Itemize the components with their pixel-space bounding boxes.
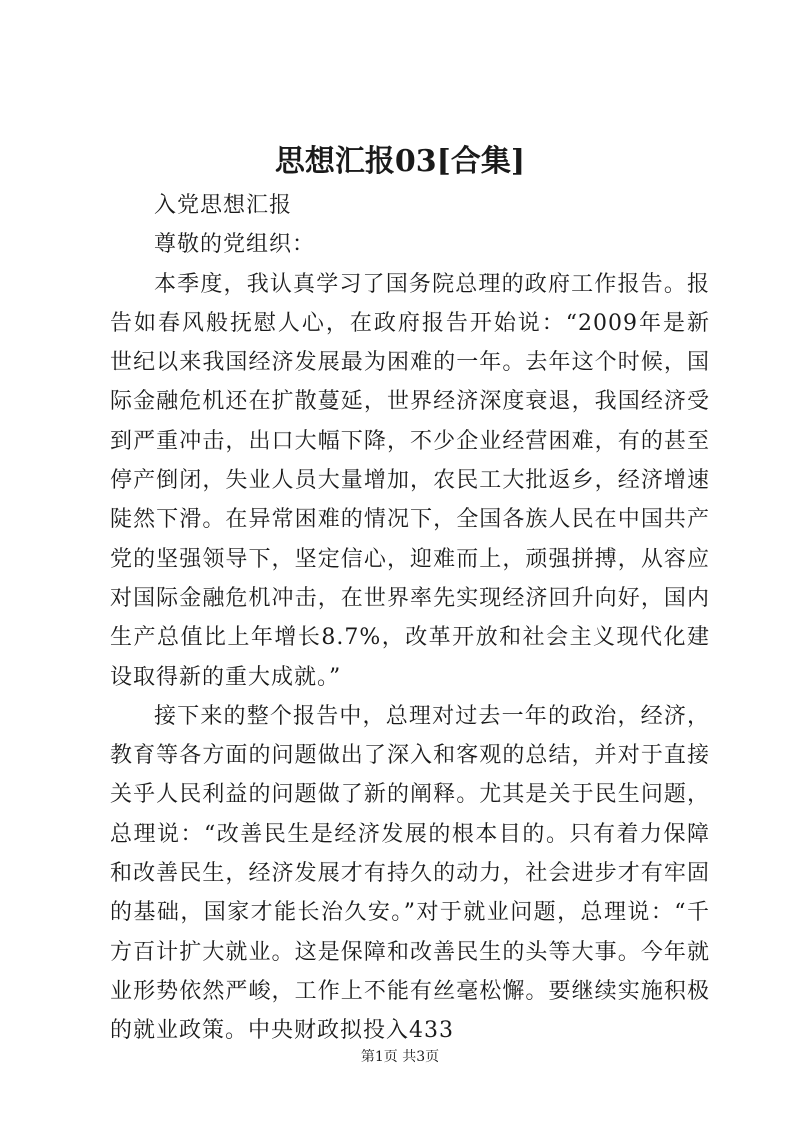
body-paragraph: 接下来的整个报告中，总理对过去一年的政治，经济，教育等各方面的问题做出了深入和客观的总结，并对于直接关乎人民利益的问题做了新的阐释。尤其是关于民生问题，总理说：“改善民生是经济发展的根本目的。只有着力保障和改善民生，经济发展才有持久的动力，社会进步才有牢固的基础，国家才能长治久安。”对于就业问题，总理说：“千方百计扩大就业。这是保障和改善民生的头等大事。今年就业形势依然严峻，工作上不能有丝毫松懈。要继续实施积极的就业政策。中央财政拟投入433 — [110, 703, 710, 1044]
salutation-paragraph: 尊敬的党组织： — [154, 232, 316, 258]
document-body — [110, 186, 710, 1051]
page-number-footer: 第1页 共3页 — [360, 1049, 440, 1065]
document-title: 思想汇报03[合集] — [274, 144, 526, 179]
body-paragraph: 本季度，我认真学习了国务院总理的政府工作报告。报告如春风般抚慰人心，在政府报告开始说：“2009年是新世纪以来我国经济发展最为困难的一年。去年这个时候，国际金融危机还在扩散蔓延，世界经济深度衰退，我国经济受到严重冲击，出口大幅下降，不少企业经营困难，有的甚至停产倒闭，失业人员大量增加，农民工大批返乡，经济增速陡然下滑。在异常困难的情况下，全国各族人民在中国共产党的坚强领导下，坚定信心，迎难而上，顽强拼搏，从容应对国际金融危机冲击，在世界率先实现经济回升向好，国内生产总值比上年增长8.7%，改革开放和社会主义现代化建设取得新的重大成就。” — [110, 271, 710, 690]
subtitle-paragraph: 入党思想汇报 — [154, 193, 293, 218]
